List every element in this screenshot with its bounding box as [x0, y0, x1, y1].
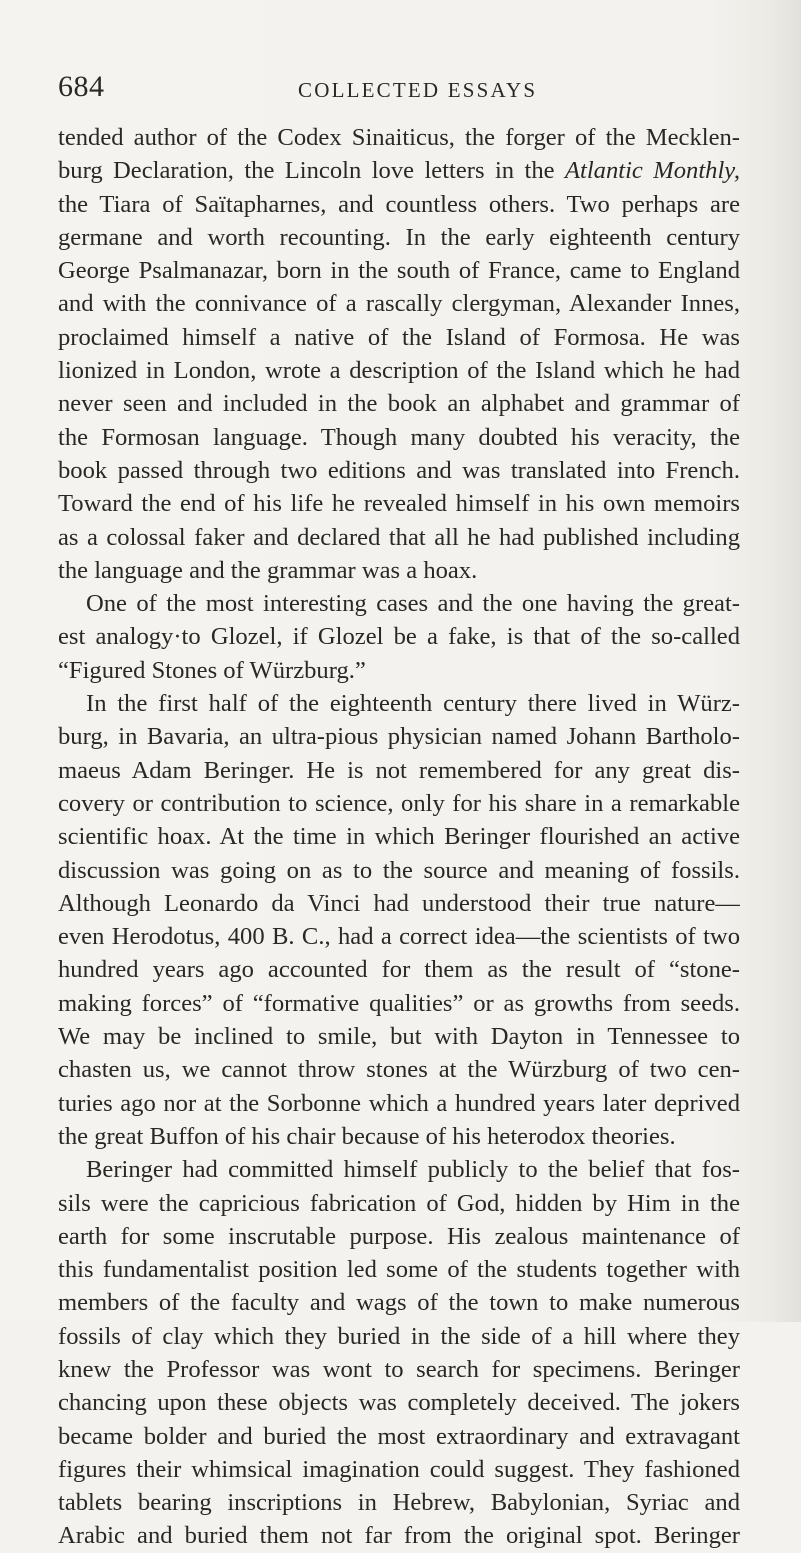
text-line-content: the Formosan language. Though many doubted his veracity, the [58, 423, 740, 451]
text-line [58, 854, 740, 887]
text-line-content: turies ago nor at the Sorbonne which a hundred years later deprived [58, 1089, 740, 1117]
text-line-content: One of the most interesting cases and the one having the great- [86, 590, 740, 618]
text-line-content: as a colossal faker and declared that all he had published including [58, 523, 740, 551]
text-line [58, 254, 740, 287]
text-line [58, 687, 740, 720]
text-line-content: germane and worth recounting. In the early eighteenth century [58, 223, 740, 251]
text-line-content: tended author of the Codex Sinaiticus, the forger of the Mecklen- [58, 124, 740, 151]
text-line [58, 1486, 740, 1519]
text-line [58, 1320, 740, 1353]
text-line [58, 1453, 740, 1486]
text-line [58, 487, 740, 520]
text-line-content: est analogy·to Glozel, if Glozel be a fake, is that of the so-called [58, 623, 740, 651]
page-header [58, 70, 738, 110]
text-line-content: hundred years ago accounted for them as the result of “stone- [58, 956, 740, 984]
text-line-content: discussion was going on as to the source and meaning of fossils. [58, 856, 740, 884]
text-line [58, 221, 740, 254]
text-line-content: the great Buffon of his chair because of his heterodox theories. [58, 1122, 676, 1150]
text-line [58, 820, 740, 853]
text-line [58, 1220, 740, 1253]
text-line [58, 354, 740, 387]
text-line [58, 1120, 740, 1153]
text-line [58, 1187, 740, 1220]
text-line-content: lionized in London, wrote a description of the Island which he had [58, 357, 740, 385]
running-head: COLLECTED ESSAYS [298, 78, 538, 102]
text-line [58, 987, 740, 1020]
text-line-content: knew the Professor was wont to search for specimens. Beringer [58, 1355, 740, 1383]
text-line [58, 321, 740, 354]
text-line [58, 1519, 740, 1552]
text-line-content: became bolder and buried the most extraordinary and extravagant [58, 1422, 740, 1450]
text-line [58, 188, 740, 221]
text-line-content: Toward the end of his life he revealed himself in his own memoirs [58, 490, 740, 518]
text-line-content: making forces” of “formative qualities” or as growths from seeds. [58, 989, 740, 1017]
text-line [58, 720, 740, 753]
text-line-content: covery or contribution to science, only for his share in a remarkable [58, 789, 740, 817]
text-line [58, 387, 740, 420]
text-line [58, 1386, 740, 1419]
text-line-content: figures their whimsical imagination could suggest. They fashioned [58, 1455, 740, 1483]
text-line [58, 454, 740, 487]
text-line-content: the language and the grammar was a hoax. [58, 556, 478, 584]
text-line [58, 620, 740, 653]
text-line-content: and with the connivance of a rascally clergyman, Alexander Innes, [58, 290, 740, 318]
text-line-content: book passed through two editions and was translated into French. [58, 456, 740, 484]
text-line [58, 787, 740, 820]
text-line [58, 1353, 740, 1386]
text-line-content: tablets bearing inscriptions in Hebrew, Babylonian, Syriac and [58, 1489, 740, 1517]
text-line-content: fossils of clay which they buried in the side of a hill where they [58, 1322, 740, 1350]
text-line [58, 1286, 740, 1319]
body-text [58, 121, 740, 1553]
text-line-content: earth for some inscrutable purpose. His zealous maintenance of [58, 1222, 740, 1250]
text-line [58, 1053, 740, 1086]
text-line-content: chancing upon these objects was completely deceived. The jokers [58, 1389, 740, 1417]
text-line [58, 521, 740, 554]
text-line-content: proclaimed himself a native of the Island of Formosa. He was [58, 323, 740, 351]
text-line-content: burg Declaration, the Lincoln love letters in the [58, 157, 555, 185]
text-line [58, 1420, 740, 1453]
text-line [58, 1087, 740, 1120]
text-line-content: Arabic and buried them not far from the original spot. Beringer [58, 1522, 740, 1550]
text-line [58, 920, 740, 953]
text-line-content: In the first half of the eighteenth century there lived in Würz- [86, 690, 740, 718]
text-line [58, 1020, 740, 1053]
text-line-content: burg, in Bavaria, an ultra-pious physician named Johann Bartholo- [58, 723, 740, 751]
text-line-content: We may be inclined to smile, but with Dayton in Tennessee to [58, 1023, 740, 1051]
text-line [58, 554, 740, 587]
text-line-content: Beringer had committed himself publicly to the belief that fos- [86, 1156, 740, 1184]
text-line-content: maeus Adam Beringer. He is not remembered for any great dis- [58, 756, 740, 784]
text-line-content: this fundamentalist position led some of the students together with [58, 1256, 740, 1284]
text-line [58, 287, 740, 320]
text-line-content: never seen and included in the book an alphabet and grammar of [58, 390, 740, 418]
text-line [58, 587, 740, 620]
text-line-content: members of the faculty and wags of the town to make numerous [58, 1289, 740, 1317]
text-line [58, 421, 740, 454]
text-line [58, 654, 740, 687]
text-line-content: Although Leonardo da Vinci had understood their true nature— [58, 889, 740, 917]
text-line [58, 754, 740, 787]
text-line [58, 1153, 740, 1186]
text-line-content: chasten us, we cannot throw stones at the Würzburg of two cen- [58, 1056, 740, 1084]
page-number: 684 [58, 70, 105, 103]
text-line-content: the Tiara of Saïtapharnes, and countless others. Two perhaps are [58, 190, 740, 218]
text-line-content: scientific hoax. At the time in which Beringer flourished an active [58, 823, 740, 851]
text-line [58, 154, 740, 187]
text-line [58, 953, 740, 986]
text-line-content: even Herodotus, 400 B. C., had a correct idea—the scientists of two [58, 923, 740, 951]
text-line-content: “Figured Stones of Würzburg.” [58, 656, 366, 684]
italic-title: Atlantic Monthly, [564, 157, 740, 185]
text-line [58, 887, 740, 920]
text-line-content: George Psalmanazar, born in the south of France, came to England [58, 257, 740, 285]
text-line [58, 1253, 740, 1286]
text-line-content: sils were the capricious fabrication of God, hidden by Him in the [58, 1189, 740, 1217]
text-line [58, 121, 740, 154]
